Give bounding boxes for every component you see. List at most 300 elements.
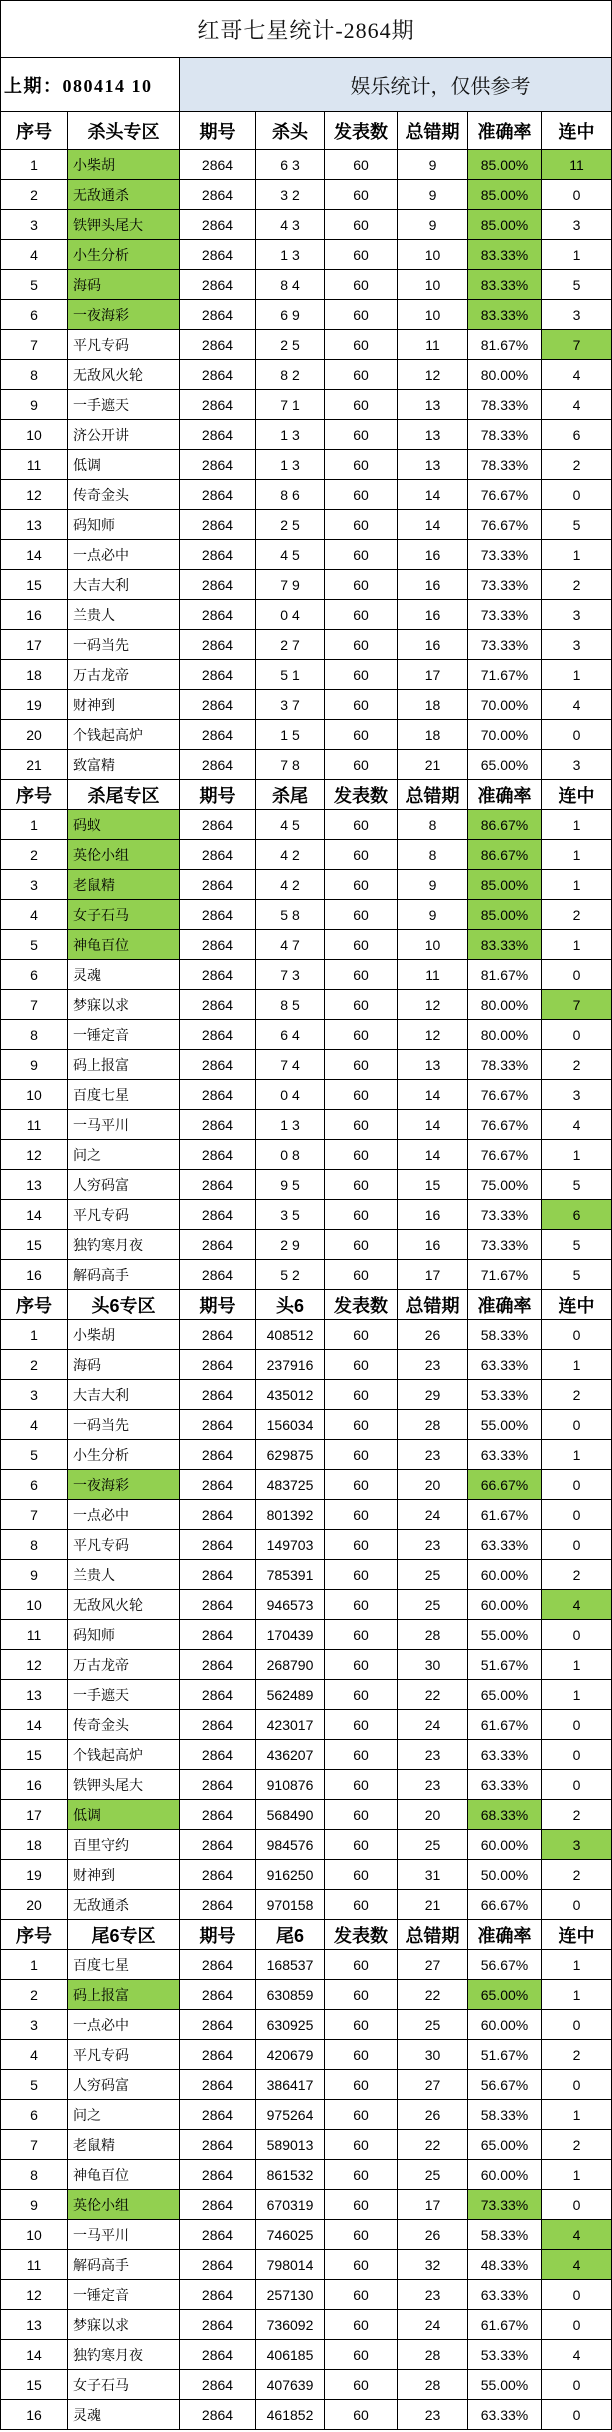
column-header: 连中 (542, 780, 612, 810)
name-cell: 一点必中 (68, 540, 180, 570)
name-cell: 小生分析 (68, 1440, 180, 1470)
period-cell: 2864 (180, 2190, 256, 2220)
streak-cell: 1 (542, 240, 612, 270)
post-count-cell: 60 (325, 1380, 398, 1410)
rank-cell: 19 (1, 690, 68, 720)
post-count-cell: 60 (325, 2130, 398, 2160)
rank-cell: 14 (1, 540, 68, 570)
rank-cell: 18 (1, 1830, 68, 1860)
accuracy-cell: 80.00% (468, 360, 542, 390)
streak-cell: 0 (542, 1470, 612, 1500)
streak-cell: 2 (542, 900, 612, 930)
error-count-cell: 13 (398, 390, 468, 420)
streak-cell: 1 (542, 840, 612, 870)
name-cell: 一点必中 (68, 1500, 180, 1530)
table-header-row (1, 1290, 612, 1320)
column-header: 准确率 (468, 1290, 542, 1320)
streak-cell: 1 (542, 2160, 612, 2190)
period-cell: 2864 (180, 2070, 256, 2100)
post-count-cell: 60 (325, 2220, 398, 2250)
streak-cell: 0 (542, 960, 612, 990)
error-count-cell: 12 (398, 360, 468, 390)
value-cell: 0 4 (256, 600, 325, 630)
value-cell: 984576 (256, 1830, 325, 1860)
rank-cell: 1 (1, 150, 68, 180)
table-row (1, 1500, 612, 1530)
name-cell: 码知师 (68, 510, 180, 540)
streak-cell: 2 (542, 1800, 612, 1830)
rank-cell: 16 (1, 600, 68, 630)
error-count-cell: 20 (398, 1470, 468, 1500)
rank-cell: 8 (1, 1020, 68, 1050)
post-count-cell: 60 (325, 210, 398, 240)
column-header: 总错期 (398, 1290, 468, 1320)
post-count-cell: 60 (325, 1770, 398, 1800)
streak-cell: 5 (542, 1260, 612, 1290)
name-cell: 码蚁 (68, 810, 180, 840)
streak-cell: 1 (542, 1980, 612, 2010)
rank-cell: 13 (1, 1680, 68, 1710)
streak-cell: 3 (542, 600, 612, 630)
name-cell: 问之 (68, 1140, 180, 1170)
accuracy-cell: 81.67% (468, 960, 542, 990)
name-cell: 一锤定音 (68, 2280, 180, 2310)
error-count-cell: 9 (398, 210, 468, 240)
period-cell: 2864 (180, 1980, 256, 2010)
period-cell: 2864 (180, 1470, 256, 1500)
column-header: 期号 (180, 780, 256, 810)
value-cell: 3 2 (256, 180, 325, 210)
rank-cell: 7 (1, 2130, 68, 2160)
name-cell: 海码 (68, 270, 180, 300)
column-header: 期号 (180, 1290, 256, 1320)
accuracy-cell: 53.33% (468, 1380, 542, 1410)
streak-cell: 1 (542, 1440, 612, 1470)
streak-cell: 4 (542, 1110, 612, 1140)
rank-cell: 11 (1, 450, 68, 480)
rank-cell: 12 (1, 1650, 68, 1680)
value-cell: 1 3 (256, 1110, 325, 1140)
error-count-cell: 8 (398, 840, 468, 870)
table-row (1, 1320, 612, 1350)
name-cell: 女子石马 (68, 900, 180, 930)
value-cell: 5 2 (256, 1260, 325, 1290)
streak-cell: 4 (542, 2340, 612, 2370)
error-count-cell: 25 (398, 1560, 468, 1590)
accuracy-cell: 80.00% (468, 1020, 542, 1050)
accuracy-cell: 80.00% (468, 990, 542, 1020)
table-row (1, 2370, 612, 2400)
table-row (1, 2250, 612, 2280)
accuracy-cell: 66.67% (468, 1470, 542, 1500)
name-cell: 一马平川 (68, 2220, 180, 2250)
accuracy-cell: 55.00% (468, 2370, 542, 2400)
period-cell: 2864 (180, 1170, 256, 1200)
accuracy-cell: 86.67% (468, 840, 542, 870)
name-cell: 百度七星 (68, 1080, 180, 1110)
period-cell: 2864 (180, 1830, 256, 1860)
rank-cell: 6 (1, 960, 68, 990)
error-count-cell: 14 (398, 480, 468, 510)
value-cell: 386417 (256, 2070, 325, 2100)
value-cell: 8 5 (256, 990, 325, 1020)
name-cell: 解码高手 (68, 2250, 180, 2280)
name-cell: 平凡专码 (68, 1530, 180, 1560)
table-row (1, 1410, 612, 1440)
period-cell: 2864 (180, 390, 256, 420)
value-cell: 406185 (256, 2340, 325, 2370)
column-header: 发表数 (325, 1920, 398, 1950)
period-cell: 2864 (180, 480, 256, 510)
streak-cell: 0 (542, 2190, 612, 2220)
period-cell: 2864 (180, 2280, 256, 2310)
accuracy-cell: 85.00% (468, 150, 542, 180)
error-count-cell: 31 (398, 1860, 468, 1890)
rank-cell: 13 (1, 2310, 68, 2340)
rank-cell: 16 (1, 1260, 68, 1290)
rank-cell: 8 (1, 1530, 68, 1560)
post-count-cell: 60 (325, 1950, 398, 1980)
rank-cell: 9 (1, 1050, 68, 1080)
post-count-cell: 60 (325, 720, 398, 750)
table-row (1, 420, 612, 450)
rank-cell: 9 (1, 2190, 68, 2220)
accuracy-cell: 63.33% (468, 1530, 542, 1560)
period-cell: 2864 (180, 2220, 256, 2250)
error-count-cell: 17 (398, 660, 468, 690)
column-header: 杀头 (256, 112, 325, 150)
column-header: 序号 (1, 780, 68, 810)
error-count-cell: 17 (398, 1260, 468, 1290)
table-row (1, 840, 612, 870)
post-count-cell: 60 (325, 1020, 398, 1050)
name-cell: 大吉大利 (68, 1380, 180, 1410)
error-count-cell: 17 (398, 2190, 468, 2220)
column-header: 序号 (1, 112, 68, 150)
post-count-cell: 60 (325, 2250, 398, 2280)
column-header: 发表数 (325, 780, 398, 810)
accuracy-cell: 56.67% (468, 1950, 542, 1980)
streak-cell: 0 (542, 1410, 612, 1440)
value-cell: 408512 (256, 1320, 325, 1350)
value-cell: 746025 (256, 2220, 325, 2250)
accuracy-cell: 71.67% (468, 1260, 542, 1290)
post-count-cell: 60 (325, 1050, 398, 1080)
accuracy-cell: 60.00% (468, 2010, 542, 2040)
streak-cell: 0 (542, 1890, 612, 1920)
accuracy-cell: 73.33% (468, 570, 542, 600)
error-count-cell: 16 (398, 630, 468, 660)
streak-cell: 2 (542, 1380, 612, 1410)
period-cell: 2864 (180, 810, 256, 840)
table-row (1, 2220, 612, 2250)
accuracy-cell: 66.67% (468, 1890, 542, 1920)
accuracy-cell: 50.00% (468, 1860, 542, 1890)
period-cell: 2864 (180, 750, 256, 780)
value-cell: 268790 (256, 1650, 325, 1680)
streak-cell: 0 (542, 1530, 612, 1560)
rank-cell: 6 (1, 300, 68, 330)
rank-cell: 8 (1, 2160, 68, 2190)
accuracy-cell: 55.00% (468, 1620, 542, 1650)
error-count-cell: 29 (398, 1380, 468, 1410)
column-header: 头6专区 (68, 1290, 180, 1320)
value-cell: 562489 (256, 1680, 325, 1710)
accuracy-cell: 58.33% (468, 2220, 542, 2250)
name-cell: 梦寐以求 (68, 990, 180, 1020)
accuracy-cell: 76.67% (468, 1080, 542, 1110)
period-cell: 2864 (180, 1260, 256, 1290)
table-row (1, 390, 612, 420)
streak-cell: 5 (542, 1170, 612, 1200)
name-cell: 平凡专码 (68, 1200, 180, 1230)
error-count-cell: 13 (398, 450, 468, 480)
period-cell: 2864 (180, 360, 256, 390)
streak-cell: 5 (542, 1230, 612, 1260)
accuracy-cell: 60.00% (468, 1830, 542, 1860)
period-cell: 2864 (180, 1890, 256, 1920)
period-cell: 2864 (180, 1350, 256, 1380)
period-cell: 2864 (180, 1230, 256, 1260)
rank-cell: 1 (1, 1320, 68, 1350)
post-count-cell: 60 (325, 1860, 398, 1890)
accuracy-cell: 56.67% (468, 2070, 542, 2100)
streak-cell: 4 (542, 2220, 612, 2250)
accuracy-cell: 83.33% (468, 240, 542, 270)
rank-cell: 6 (1, 1470, 68, 1500)
value-cell: 435012 (256, 1380, 325, 1410)
value-cell: 975264 (256, 2100, 325, 2130)
name-cell: 传奇金头 (68, 480, 180, 510)
table-row (1, 2130, 612, 2160)
name-cell: 平凡专码 (68, 330, 180, 360)
column-header: 连中 (542, 1920, 612, 1950)
table-row (1, 1050, 612, 1080)
accuracy-cell: 63.33% (468, 1440, 542, 1470)
rank-cell: 11 (1, 1620, 68, 1650)
name-cell: 一马平川 (68, 1110, 180, 1140)
streak-cell: 4 (542, 2250, 612, 2280)
name-cell: 无敌风火轮 (68, 360, 180, 390)
table-row (1, 1140, 612, 1170)
accuracy-cell: 65.00% (468, 2130, 542, 2160)
accuracy-cell: 65.00% (468, 750, 542, 780)
error-count-cell: 18 (398, 690, 468, 720)
rank-cell: 7 (1, 990, 68, 1020)
table-row (1, 720, 612, 750)
error-count-cell: 16 (398, 540, 468, 570)
streak-cell: 4 (542, 1590, 612, 1620)
column-header: 期号 (180, 1920, 256, 1950)
name-cell: 无敌通杀 (68, 180, 180, 210)
streak-cell: 4 (542, 390, 612, 420)
period-cell: 2864 (180, 2310, 256, 2340)
table-row (1, 150, 612, 180)
rank-cell: 18 (1, 660, 68, 690)
streak-cell: 3 (542, 1080, 612, 1110)
streak-cell: 2 (542, 450, 612, 480)
table-row (1, 1620, 612, 1650)
rank-cell: 15 (1, 1230, 68, 1260)
streak-cell: 4 (542, 360, 612, 390)
error-count-cell: 9 (398, 900, 468, 930)
streak-cell: 6 (542, 420, 612, 450)
name-cell: 英伦小组 (68, 840, 180, 870)
stats-section (1, 112, 612, 780)
value-cell: 156034 (256, 1410, 325, 1440)
rank-cell: 8 (1, 360, 68, 390)
post-count-cell: 60 (325, 2100, 398, 2130)
table-row (1, 2400, 612, 2430)
accuracy-cell: 60.00% (468, 2160, 542, 2190)
accuracy-cell: 61.67% (468, 1500, 542, 1530)
name-cell: 一夜海彩 (68, 300, 180, 330)
post-count-cell: 60 (325, 1620, 398, 1650)
value-cell: 7 4 (256, 1050, 325, 1080)
accuracy-cell: 68.33% (468, 1800, 542, 1830)
name-cell: 人穷码富 (68, 2070, 180, 2100)
accuracy-cell: 61.67% (468, 2310, 542, 2340)
streak-cell: 3 (542, 210, 612, 240)
period-cell: 2864 (180, 1530, 256, 1560)
accuracy-cell: 63.33% (468, 1350, 542, 1380)
streak-cell: 1 (542, 1680, 612, 1710)
streak-cell: 2 (542, 2040, 612, 2070)
value-cell: 798014 (256, 2250, 325, 2280)
column-header: 序号 (1, 1920, 68, 1950)
name-cell: 一锤定音 (68, 1020, 180, 1050)
column-header: 杀尾 (256, 780, 325, 810)
period-cell: 2864 (180, 1110, 256, 1140)
error-count-cell: 18 (398, 720, 468, 750)
accuracy-cell: 78.33% (468, 420, 542, 450)
name-cell: 小柴胡 (68, 150, 180, 180)
streak-cell: 1 (542, 1650, 612, 1680)
streak-cell: 11 (542, 150, 612, 180)
table-row (1, 660, 612, 690)
period-cell: 2864 (180, 1050, 256, 1080)
accuracy-cell: 60.00% (468, 1590, 542, 1620)
value-cell: 407639 (256, 2370, 325, 2400)
streak-cell: 0 (542, 180, 612, 210)
accuracy-cell: 78.33% (468, 1050, 542, 1080)
value-cell: 946573 (256, 1590, 325, 1620)
post-count-cell: 60 (325, 150, 398, 180)
streak-cell: 3 (542, 1830, 612, 1860)
rank-cell: 2 (1, 840, 68, 870)
error-count-cell: 14 (398, 1080, 468, 1110)
period-cell: 2864 (180, 2340, 256, 2370)
post-count-cell: 60 (325, 1680, 398, 1710)
value-cell: 2 5 (256, 330, 325, 360)
accuracy-cell: 73.33% (468, 2190, 542, 2220)
post-count-cell: 60 (325, 2160, 398, 2190)
streak-cell: 6 (542, 1200, 612, 1230)
error-count-cell: 23 (398, 2400, 468, 2430)
post-count-cell: 60 (325, 630, 398, 660)
table-row (1, 750, 612, 780)
period-cell: 2864 (180, 1680, 256, 1710)
period-cell: 2864 (180, 2010, 256, 2040)
column-header: 总错期 (398, 1920, 468, 1950)
error-count-cell: 16 (398, 570, 468, 600)
post-count-cell: 60 (325, 1320, 398, 1350)
name-cell: 小柴胡 (68, 1320, 180, 1350)
accuracy-cell: 76.67% (468, 480, 542, 510)
rank-cell: 3 (1, 210, 68, 240)
column-header: 总错期 (398, 780, 468, 810)
column-header: 尾6专区 (68, 1920, 180, 1950)
period-cell: 2864 (180, 1740, 256, 1770)
rank-cell: 16 (1, 2400, 68, 2430)
period-cell: 2864 (180, 1140, 256, 1170)
period-cell: 2864 (180, 210, 256, 240)
error-count-cell: 16 (398, 1230, 468, 1260)
accuracy-cell: 51.67% (468, 2040, 542, 2070)
post-count-cell: 60 (325, 1980, 398, 2010)
table-row (1, 1110, 612, 1140)
rank-cell: 10 (1, 420, 68, 450)
table-row (1, 1950, 612, 1980)
streak-cell: 4 (542, 690, 612, 720)
name-cell: 码上报富 (68, 1980, 180, 2010)
period-cell: 2864 (180, 690, 256, 720)
accuracy-cell: 63.33% (468, 2400, 542, 2430)
name-cell: 兰贵人 (68, 1560, 180, 1590)
table-row (1, 2190, 612, 2220)
period-cell: 2864 (180, 1380, 256, 1410)
name-cell: 传奇金头 (68, 1710, 180, 1740)
value-cell: 423017 (256, 1710, 325, 1740)
table-row (1, 2310, 612, 2340)
accuracy-cell: 65.00% (468, 1680, 542, 1710)
streak-cell: 0 (542, 1710, 612, 1740)
table-row (1, 1710, 612, 1740)
value-cell: 630925 (256, 2010, 325, 2040)
rank-cell: 12 (1, 2280, 68, 2310)
post-count-cell: 60 (325, 1230, 398, 1260)
accuracy-cell: 51.67% (468, 1650, 542, 1680)
error-count-cell: 20 (398, 1800, 468, 1830)
period-cell: 2864 (180, 1620, 256, 1650)
error-count-cell: 9 (398, 870, 468, 900)
period-cell: 2864 (180, 1500, 256, 1530)
value-cell: 670319 (256, 2190, 325, 2220)
name-cell: 问之 (68, 2100, 180, 2130)
error-count-cell: 21 (398, 750, 468, 780)
rank-cell: 21 (1, 750, 68, 780)
streak-cell: 0 (542, 1770, 612, 1800)
post-count-cell: 60 (325, 270, 398, 300)
name-cell: 平凡专码 (68, 2040, 180, 2070)
name-cell: 独钓寒月夜 (68, 1230, 180, 1260)
accuracy-cell: 85.00% (468, 870, 542, 900)
streak-cell: 0 (542, 2370, 612, 2400)
period-cell: 2864 (180, 1860, 256, 1890)
accuracy-cell: 58.33% (468, 2100, 542, 2130)
value-cell: 7 8 (256, 750, 325, 780)
period-cell: 2864 (180, 1710, 256, 1740)
streak-cell: 0 (542, 1740, 612, 1770)
error-count-cell: 24 (398, 1710, 468, 1740)
name-cell: 财神到 (68, 1860, 180, 1890)
rank-cell: 5 (1, 930, 68, 960)
table-row (1, 540, 612, 570)
rank-cell: 1 (1, 1950, 68, 1980)
name-cell: 解码高手 (68, 1260, 180, 1290)
post-count-cell: 60 (325, 1260, 398, 1290)
error-count-cell: 24 (398, 2310, 468, 2340)
